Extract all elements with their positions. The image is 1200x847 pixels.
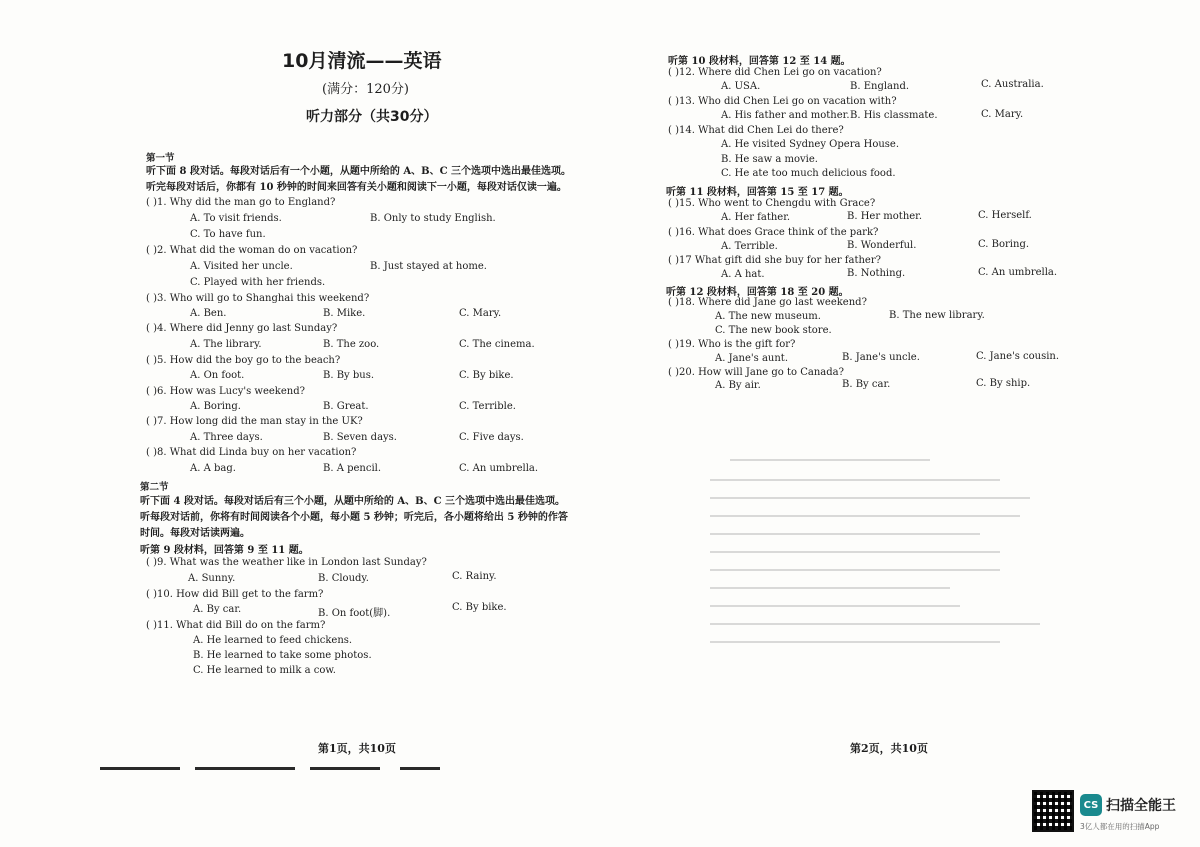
question-14: ( )14. What did Chen Lei do there? [668, 125, 844, 136]
q5-option-b: B. By bus. [323, 370, 375, 381]
q14-option-a: A. He visited Sydney Opera House. [721, 139, 900, 150]
q16-option-c: C. Boring. [978, 239, 1030, 250]
page-right [600, 0, 1200, 800]
q11-option-b: B. He learned to take some photos. [193, 650, 372, 661]
q5-option-a: A. On foot. [190, 370, 245, 381]
q17-option-b: B. Nothing. [847, 268, 906, 279]
page-number-left: 第1页，共10页 [318, 742, 396, 755]
full-score: (满分：120分) [322, 82, 409, 97]
question-16: ( )16. What does Grace think of the park? [668, 227, 879, 238]
q13-option-c: C. Mary. [981, 109, 1024, 120]
q9-option-b: B. Cloudy. [318, 573, 369, 584]
q8-option-c: C. An umbrella. [459, 463, 539, 474]
scanner-brand: 扫描全能王 [1106, 798, 1176, 814]
exam-title: 10月清流——英语 [282, 50, 442, 72]
q4-option-a: A. The library. [190, 339, 262, 350]
q7-option-b: B. Seven days. [323, 432, 397, 443]
page-number-right: 第2页，共10页 [850, 742, 928, 755]
q6-option-b: B. Great. [323, 401, 369, 412]
q1-option-a: A. To visit friends. [190, 213, 282, 224]
material-9-heading: 听第 9 段材料，回答第 9 至 11 题。 [140, 545, 309, 556]
q2-option-b: B. Just stayed at home. [370, 261, 487, 272]
q11-option-a: A. He learned to feed chickens. [193, 635, 353, 646]
q8-option-a: A. A bag. [190, 463, 236, 474]
material-12-heading: 听第 12 段材料，回答第 18 至 20 题。 [666, 287, 849, 298]
question-2: ( )2. What did the woman do on vacation? [146, 245, 358, 256]
part1-instruction-2: 听完每段对话后，你都有 10 秒钟的时间来回答有关小题和阅读下一小题，每段对话仅读一遍。 [146, 182, 567, 193]
q9-option-a: A. Sunny. [188, 573, 236, 584]
qr-code-icon [1032, 790, 1074, 832]
question-9: ( )9. What was the weather like in London last Sunday? [146, 557, 427, 568]
q15-option-c: C. Herself. [978, 210, 1032, 221]
q6-option-a: A. Boring. [190, 401, 241, 412]
q18-option-c: C. The new book store. [715, 325, 832, 336]
q19-option-a: A. Jane's aunt. [715, 353, 789, 364]
q11-option-c: C. He learned to milk a cow. [193, 665, 336, 676]
scan-artifact [100, 767, 180, 770]
q12-option-c: C. Australia. [981, 79, 1044, 90]
q4-option-b: B. The zoo. [323, 339, 380, 350]
q2-option-c: C. Played with her friends. [190, 277, 326, 288]
q12-option-a: A. USA. [721, 81, 761, 92]
page-left [0, 0, 600, 800]
part2-instruction-3: 时间。每段对话读两遍。 [140, 528, 250, 539]
q3-option-b: B. Mike. [323, 308, 366, 319]
q4-option-c: C. The cinema. [459, 339, 535, 350]
question-13: ( )13. Who did Chen Lei go on vacation with? [668, 96, 897, 107]
scan-artifact [195, 767, 295, 770]
q13-option-b: B. His classmate. [850, 110, 938, 121]
question-5: ( )5. How did the boy go to the beach? [146, 355, 341, 366]
q8-option-b: B. A pencil. [323, 463, 382, 474]
scan-artifact [310, 767, 380, 770]
part2-instruction-1: 听下面 4 段对话。每段对话后有三个小题，从题中所给的 A、B、C 三个选项中选出最佳选项。 [140, 496, 566, 507]
q3-option-a: A. Ben. [190, 308, 227, 319]
q7-option-c: C. Five days. [459, 432, 524, 443]
q13-option-a: A. His father and mother. [721, 110, 850, 121]
q15-option-a: A. Her father. [721, 212, 791, 223]
q20-option-c: C. By ship. [976, 378, 1031, 389]
part1-instruction-1: 听下面 8 段对话。每段对话后有一个小题，从题中所给的 A、B、C 三个选项中选出最佳选项。 [146, 166, 572, 177]
q20-option-b: B. By car. [842, 379, 891, 390]
q16-option-b: B. Wonderful. [847, 240, 917, 251]
question-3: ( )3. Who will go to Shanghai this weekend? [146, 293, 370, 304]
question-17: ( )17 What gift did she buy for her father? [668, 255, 881, 266]
scanner-tagline: 3亿人都在用的扫描App [1080, 822, 1160, 831]
question-18: ( )18. Where did Jane go last weekend? [668, 297, 867, 308]
q10-option-c: C. By bike. [452, 602, 507, 613]
q3-option-c: C. Mary. [459, 308, 502, 319]
q12-option-b: B. England. [850, 81, 910, 92]
material-11-heading: 听第 11 段材料，回答第 15 至 17 题。 [666, 187, 849, 198]
q14-option-b: B. He saw a movie. [721, 154, 818, 165]
question-12: ( )12. Where did Chen Lei go on vacation? [668, 67, 882, 78]
scan-artifact [400, 767, 440, 770]
q1-option-b: B. Only to study English. [370, 213, 496, 224]
q6-option-c: C. Terrible. [459, 401, 516, 412]
q14-option-c: C. He ate too much delicious food. [721, 168, 896, 179]
q2-option-a: A. Visited her uncle. [190, 261, 293, 272]
q17-option-c: C. An umbrella. [978, 267, 1058, 278]
question-10: ( )10. How did Bill get to the farm? [146, 589, 324, 600]
material-10-heading: 听第 10 段材料，回答第 12 至 14 题。 [668, 56, 851, 67]
q1-option-c: C. To have fun. [190, 229, 266, 240]
bleed-through-texture [700, 440, 1060, 660]
q18-option-a: A. The new museum. [715, 311, 821, 322]
q7-option-a: A. Three days. [190, 432, 263, 443]
question-20: ( )20. How will Jane go to Canada? [668, 367, 844, 378]
camscanner-logo-icon: CS [1080, 794, 1102, 816]
part2-instruction-2: 听每段对话前，你将有时间阅读各个小题，每小题 5 秒钟；听完后，各小题将给出 5 秒钟的作答 [140, 512, 568, 523]
part1-label: 第一节 [146, 153, 175, 164]
q10-option-a: A. By car. [193, 604, 242, 615]
q19-option-b: B. Jane's uncle. [842, 352, 920, 363]
question-8: ( )8. What did Linda buy on her vacation? [146, 447, 357, 458]
q18-option-b: B. The new library. [889, 310, 985, 321]
question-15: ( )15. Who went to Chengdu with Grace? [668, 198, 876, 209]
question-19: ( )19. Who is the gift for? [668, 339, 796, 350]
question-6: ( )6. How was Lucy's weekend? [146, 386, 305, 397]
question-7: ( )7. How long did the man stay in the UK? [146, 416, 363, 427]
q15-option-b: B. Her mother. [847, 211, 923, 222]
question-4: ( )4. Where did Jenny go last Sunday? [146, 323, 338, 334]
question-11: ( )11. What did Bill do on the farm? [146, 620, 326, 631]
q16-option-a: A. Terrible. [721, 241, 778, 252]
part2-label: 第二节 [140, 482, 169, 493]
q5-option-c: C. By bike. [459, 370, 514, 381]
q20-option-a: A. By air. [715, 380, 761, 391]
q17-option-a: A. A hat. [721, 269, 765, 280]
question-1: ( )1. Why did the man go to England? [146, 197, 336, 208]
q9-option-c: C. Rainy. [452, 571, 497, 582]
listening-section-title: 听力部分（共30分） [306, 109, 438, 125]
q19-option-c: C. Jane's cousin. [976, 351, 1060, 362]
q10-option-b: B. On foot(脚). [318, 608, 391, 619]
